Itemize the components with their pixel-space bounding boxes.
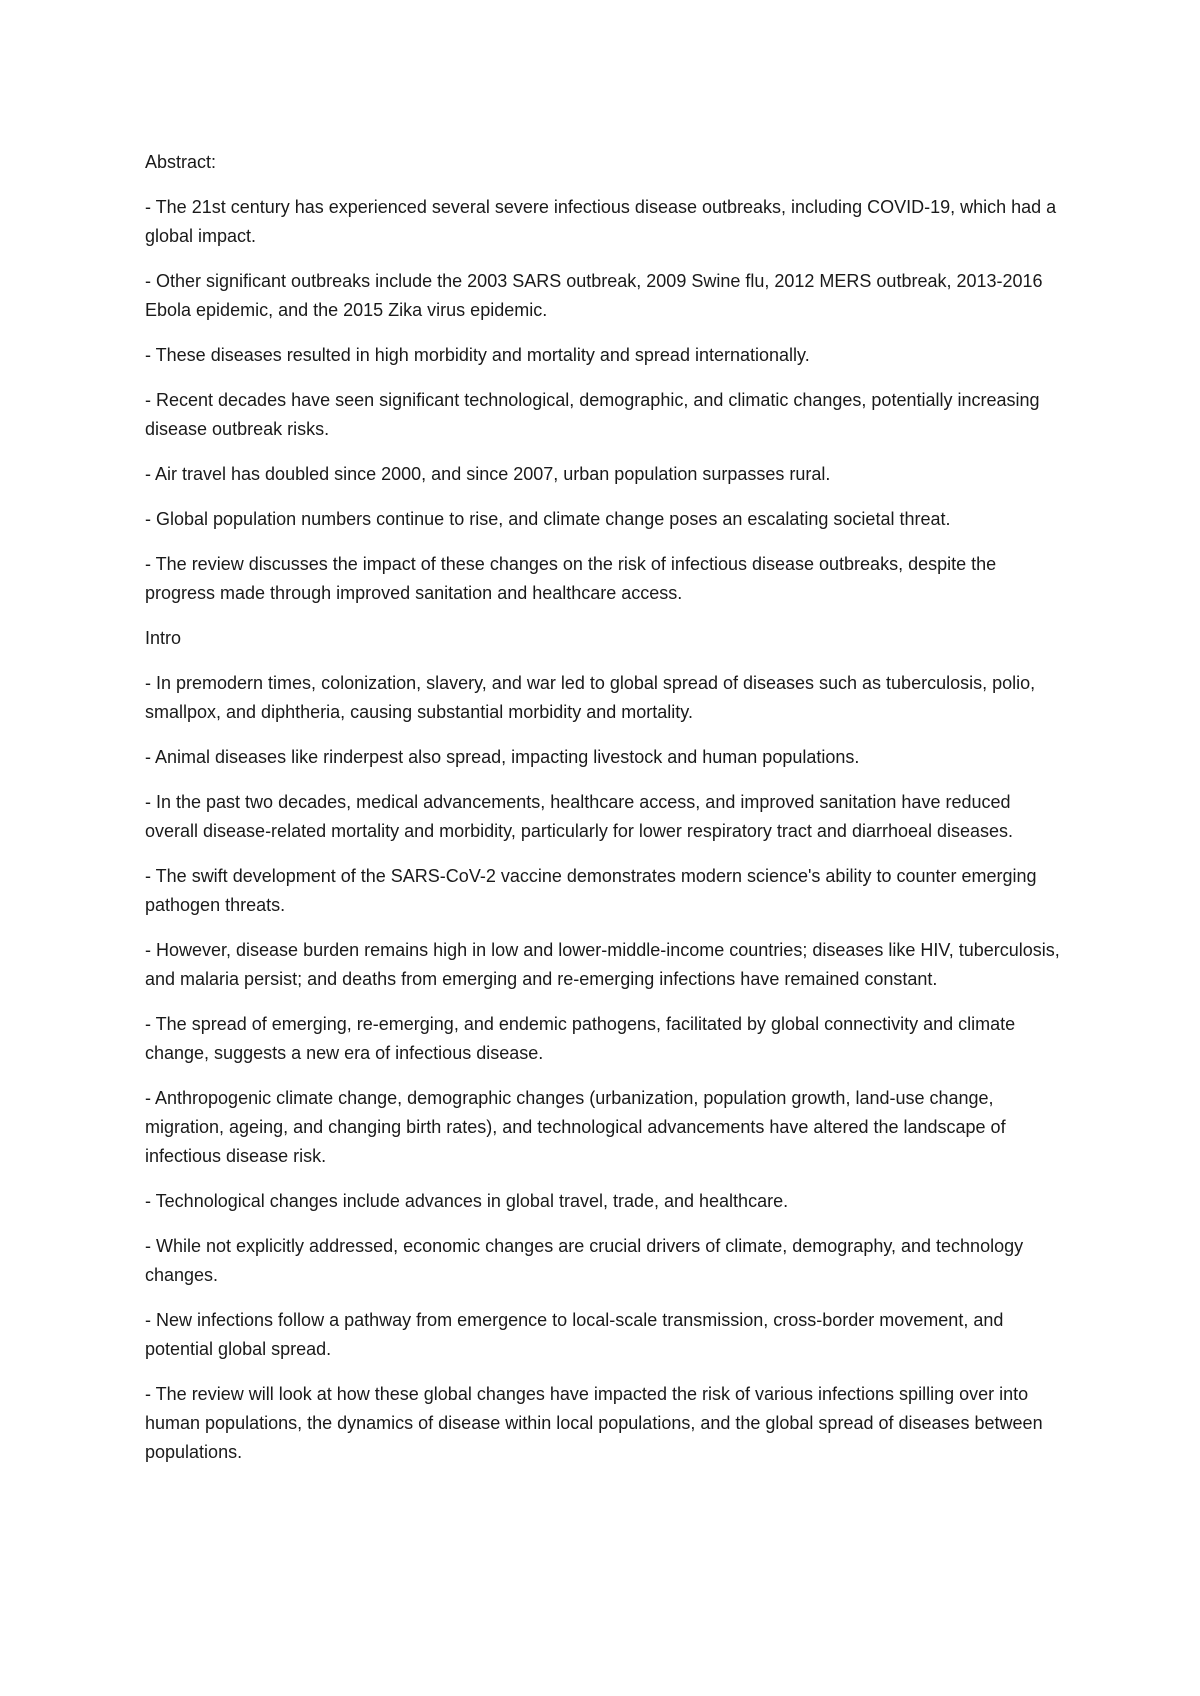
intro-item: - Technological changes include advances in global travel, trade, and healthcare.: [145, 1191, 789, 1211]
document-body: [145, 148, 1065, 1483]
intro-item: - The review will look at how these global changes have impacted the risk of various infections spilling over into human populations, the dynamics of disease within local populations, and the global spread of diseases between populations.: [145, 1384, 1043, 1462]
abstract-item: - Other significant outbreaks include the 2003 SARS outbreak, 2009 Swine flu, 2012 MERS outbreak, 2013-2016 Ebola epidemic, and the 2015 Zika virus epidemic.: [145, 271, 1043, 320]
intro-item: - The spread of emerging, re-emerging, and endemic pathogens, facilitated by global connectivity and climate change, suggests a new era of infectious disease.: [145, 1014, 1016, 1063]
abstract-item: - Global population numbers continue to rise, and climate change poses an escalating societal threat.: [145, 509, 951, 529]
intro-heading: Intro: [145, 628, 182, 648]
abstract-item: - The 21st century has experienced several severe infectious disease outbreaks, including COVID-19, which had a global impact.: [145, 197, 1057, 246]
intro-item: - The swift development of the SARS-CoV-2 vaccine demonstrates modern science's ability to counter emerging pathogen threats.: [145, 866, 1037, 915]
intro-item: - However, disease burden remains high in low and lower-middle-income countries; diseases like HIV, tuberculosis, and malaria persist; and deaths from emerging and re-emerging infections have remained constant.: [145, 940, 1060, 989]
intro-item: - In premodern times, colonization, slavery, and war led to global spread of diseases such as tuberculosis, polio, smallpox, and diphtheria, causing substantial morbidity and mortality.: [145, 673, 1036, 722]
intro-item: - In the past two decades, medical advancements, healthcare access, and improved sanitation have reduced overall disease-related mortality and morbidity, particularly for lower respiratory tract and diarrhoeal diseases.: [145, 792, 1014, 841]
abstract-item: - These diseases resulted in high morbidity and mortality and spread internationally.: [145, 345, 810, 365]
intro-item: - Anthropogenic climate change, demographic changes (urbanization, population growth, land-use change, migration, ageing, and changing birth rates), and technological advancements have altered the landscape of infectious disease risk.: [145, 1088, 1006, 1166]
intro-item: - New infections follow a pathway from emergence to local-scale transmission, cross-border movement, and potential global spread.: [145, 1310, 1004, 1359]
intro-item: - While not explicitly addressed, economic changes are crucial drivers of climate, demography, and technology changes.: [145, 1236, 1024, 1285]
abstract-item: - Air travel has doubled since 2000, and since 2007, urban population surpasses rural.: [145, 464, 831, 484]
abstract-item: - Recent decades have seen significant technological, demographic, and climatic changes, potentially increasing disease outbreak risks.: [145, 390, 1040, 439]
abstract-heading: Abstract:: [145, 152, 217, 172]
intro-item: - Animal diseases like rinderpest also spread, impacting livestock and human populations.: [145, 747, 860, 767]
abstract-item: - The review discusses the impact of these changes on the risk of infectious disease outbreaks, despite the progress made through improved sanitation and healthcare access.: [145, 554, 997, 603]
